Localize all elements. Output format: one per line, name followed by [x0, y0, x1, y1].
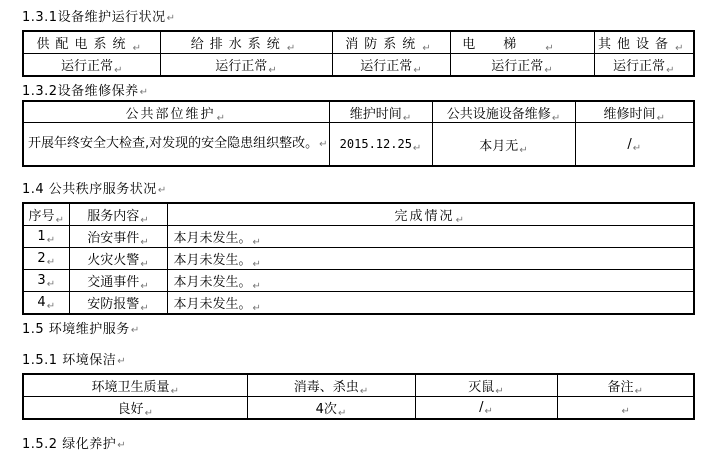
paragraph-mark-icon: ↵: [544, 65, 553, 76]
completion-status-cell: [167, 248, 694, 270]
cell-text: 治安事件: [87, 231, 140, 246]
table-header-row: [23, 203, 694, 226]
paragraph-mark-icon: ↵: [130, 325, 140, 336]
paragraph-mark-icon: ↵: [46, 235, 56, 246]
cell-text: 本月未发生。: [173, 297, 252, 312]
rodent-control-cell: [415, 397, 557, 420]
cell-text: 维护时间: [349, 106, 402, 122]
paragraph-mark-icon: ↵: [412, 142, 422, 154]
cell-text: 公共部位维护: [125, 106, 216, 122]
paragraph-mark-icon: ↵: [519, 144, 528, 156]
cell-text: 环境卫生质量: [91, 380, 170, 395]
paragraph-mark-icon: ↵: [666, 65, 675, 76]
paragraph-mark-icon: ↵: [140, 215, 149, 226]
facility-repair-cell: [432, 123, 575, 167]
cell-text: 交通事件: [87, 275, 140, 290]
cell-text: /: [479, 400, 484, 415]
heading-text: 1.5.1 环境保洁: [22, 353, 117, 368]
header-cell: [594, 31, 694, 54]
completion-status-cell: [167, 226, 694, 248]
cell-text: 消毒、杀虫: [293, 380, 359, 395]
header-cell: [247, 374, 415, 397]
cell-text: 给排水系统: [190, 37, 286, 52]
paragraph-mark-icon: ↵: [46, 279, 56, 290]
table-row: [23, 248, 694, 270]
table-row: [23, 54, 694, 77]
header-cell: [69, 203, 167, 226]
section-heading-1-5: [22, 318, 140, 337]
header-cell: [432, 101, 575, 123]
header-cell: [329, 101, 432, 123]
status-cell: [23, 54, 160, 77]
equipment-status-table: [22, 30, 695, 77]
header-cell: [332, 31, 450, 54]
header-cell: [160, 31, 332, 54]
cell-text: 消防系统: [345, 37, 422, 52]
cell-text: /: [627, 136, 632, 152]
cleaning-table: [22, 373, 695, 420]
cell-text: 本月未发生。: [173, 253, 252, 268]
header-cell: [23, 101, 329, 123]
section-heading-1-3-2: [22, 80, 148, 99]
row-number-cell: [23, 226, 69, 248]
cell-text: 灭鼠: [468, 380, 495, 395]
heading-text: 1.5.2 绿化养护: [22, 437, 117, 452]
table-row: [23, 123, 694, 167]
header-cell: [575, 101, 694, 123]
service-content-cell: [69, 248, 167, 270]
cell-text: 本月未发生。: [173, 231, 252, 246]
paragraph-mark-icon: ↵: [166, 13, 176, 24]
header-cell: [23, 374, 247, 397]
service-content-cell: [69, 226, 167, 248]
cell-text: 开展年终安全大检查,对发现的安全隐患组织整改。: [28, 136, 319, 151]
paragraph-mark-icon: ↵: [359, 386, 369, 397]
section-heading-1-5-2: [22, 433, 126, 452]
table-header-row: [23, 101, 694, 123]
paragraph-mark-icon: ↵: [140, 237, 149, 248]
header-cell: [557, 374, 694, 397]
cell-text: 完成情况: [394, 209, 455, 224]
paragraph-mark-icon: ↵: [675, 43, 690, 54]
paragraph-mark-icon: ↵: [632, 142, 642, 154]
cell-text: 备注: [607, 380, 634, 395]
paragraph-mark-icon: ↵: [140, 303, 149, 314]
paragraph-mark-icon: ↵: [337, 408, 347, 419]
paragraph-mark-icon: ↵: [656, 112, 665, 123]
cell-text: 3: [37, 273, 46, 288]
cell-text: 服务内容: [87, 209, 140, 224]
maintenance-table: [22, 100, 695, 167]
repair-time-cell: [575, 123, 694, 167]
paragraph-mark-icon: ↵: [484, 406, 493, 417]
section-heading-1-5-1: [22, 349, 126, 368]
paragraph-mark-icon: ↵: [252, 303, 261, 314]
row-number-cell: [23, 270, 69, 292]
paragraph-mark-icon: ↵: [402, 112, 412, 123]
status-cell: [332, 54, 450, 77]
service-content-cell: [69, 292, 167, 315]
cell-text: 运行正常: [360, 59, 413, 74]
heading-text: 1.3.2设备维修保养: [22, 84, 139, 99]
cell-text: 电梯: [462, 37, 545, 52]
table-header-row: [23, 374, 694, 397]
header-cell: [450, 31, 594, 54]
cell-text: 本月无: [479, 138, 519, 154]
paragraph-mark-icon: ↵: [139, 87, 149, 98]
row-number-cell: [23, 248, 69, 270]
section-heading-1-4: [22, 178, 167, 197]
cell-text: 维修时间: [603, 106, 656, 122]
paragraph-mark-icon: ↵: [157, 185, 167, 196]
header-cell: [415, 374, 557, 397]
paragraph-mark-icon: ↵: [286, 43, 302, 54]
header-cell: [167, 203, 694, 226]
status-cell: [450, 54, 594, 77]
cell-text: 其他设备: [598, 37, 675, 52]
cell-text: 运行正常: [61, 59, 114, 74]
paragraph-mark-icon: ↵: [545, 43, 582, 54]
service-content-cell: [69, 270, 167, 292]
paragraph-mark-icon: ↵: [132, 43, 147, 54]
maintenance-time-cell: [329, 123, 432, 167]
paragraph-mark-icon: ↵: [455, 215, 466, 226]
paragraph-mark-icon: ↵: [268, 65, 277, 76]
paragraph-mark-icon: ↵: [114, 65, 123, 76]
cell-text: 良好: [117, 402, 144, 417]
header-cell: [23, 203, 69, 226]
paragraph-mark-icon: ↵: [140, 259, 149, 270]
table-row: [23, 270, 694, 292]
heading-text: 1.3.1设备维护运行状况: [22, 10, 166, 25]
completion-status-cell: [167, 270, 694, 292]
table-header-row: [23, 31, 694, 54]
cell-text: 4: [37, 295, 46, 310]
paragraph-mark-icon: ↵: [252, 259, 261, 270]
paragraph-mark-icon: ↵: [117, 356, 127, 367]
cell-text: 序号: [28, 209, 55, 224]
paragraph-mark-icon: ↵: [46, 257, 56, 268]
order-service-table: [22, 202, 695, 315]
status-cell: [594, 54, 694, 77]
completion-status-cell: [167, 292, 694, 315]
cell-text: 运行正常: [613, 59, 666, 74]
cell-text: 安防报警: [87, 297, 140, 312]
paragraph-mark-icon: ↵: [252, 281, 261, 292]
status-cell: [160, 54, 332, 77]
cell-text: 4次: [315, 402, 337, 417]
paragraph-mark-icon: ↵: [495, 386, 504, 397]
table-row: [23, 292, 694, 315]
section-heading-1-3-1: [22, 6, 175, 25]
paragraph-mark-icon: ↵: [140, 281, 149, 292]
paragraph-mark-icon: ↵: [634, 386, 643, 397]
heading-text: 1.5 环境维护服务: [22, 322, 130, 337]
disinfection-cell: [247, 397, 415, 420]
cell-text: 公共设施设备维修: [446, 106, 551, 122]
paragraph-mark-icon: ↵: [252, 237, 261, 248]
cell-text: 2015.12.25: [339, 136, 412, 151]
paragraph-mark-icon: ↵: [621, 406, 630, 417]
table-row: [23, 397, 694, 420]
paragraph-mark-icon: ↵: [144, 408, 153, 419]
paragraph-mark-icon: ↵: [46, 301, 56, 312]
cell-text: 运行正常: [215, 59, 268, 74]
hygiene-quality-cell: [23, 397, 247, 420]
cell-text: 本月未发生。: [173, 275, 252, 290]
cell-text: 2: [37, 251, 46, 266]
paragraph-mark-icon: ↵: [55, 215, 64, 226]
paragraph-mark-icon: ↵: [319, 139, 328, 150]
row-number-cell: [23, 292, 69, 315]
paragraph-mark-icon: ↵: [216, 112, 227, 123]
cell-text: 火灾火警: [87, 253, 140, 268]
public-area-cell: [23, 123, 329, 167]
cell-text: 运行正常: [491, 59, 544, 74]
table-row: [23, 226, 694, 248]
paragraph-mark-icon: ↵: [422, 43, 437, 54]
header-cell: [23, 31, 160, 54]
paragraph-mark-icon: ↵: [551, 112, 561, 123]
cell-text: 1: [37, 229, 46, 244]
paragraph-mark-icon: ↵: [117, 440, 127, 451]
cell-text: 供配电系统: [36, 37, 132, 52]
heading-text: 1.4 公共秩序服务状况: [22, 182, 157, 197]
paragraph-mark-icon: ↵: [170, 386, 179, 397]
paragraph-mark-icon: ↵: [413, 65, 422, 76]
remarks-cell: [557, 397, 694, 420]
